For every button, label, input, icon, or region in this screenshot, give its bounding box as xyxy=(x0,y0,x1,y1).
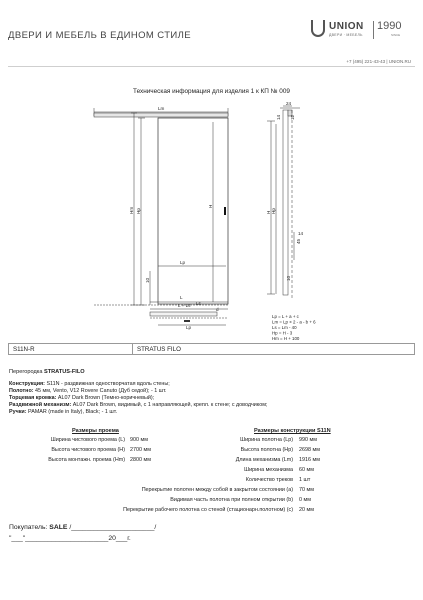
plan-handle-icon xyxy=(184,320,190,322)
label-hp: Hp xyxy=(136,208,141,214)
plan-view-panel xyxy=(150,312,217,316)
header-contacts: +7 (495) 221-43-43 | UNION.RU xyxy=(346,59,411,64)
side-panel xyxy=(283,110,288,295)
label-10-right: 10 xyxy=(286,275,291,281)
label-lp: Lp xyxy=(180,260,186,265)
label-lp-bottom: Lp xyxy=(186,325,192,330)
door-panel xyxy=(158,118,228,304)
header-divider xyxy=(8,66,415,67)
spec-panel: Полотно: 45 мм, Vento, V12 Rovere Canuto (Дуб седой); - 1 шт. xyxy=(9,388,167,394)
label-45: 45 xyxy=(296,238,301,244)
logo-since: SINCE xyxy=(391,33,401,37)
mechanism-rail xyxy=(94,113,228,117)
model-name: STRATUS FILO xyxy=(137,346,181,353)
subtitle-name: STRATUS-FILO xyxy=(43,369,85,375)
formula-2: Lm = Lp × 2 - a - b + 6 xyxy=(272,319,316,325)
formula-4: Hp = H - 3 xyxy=(272,330,293,336)
label-hm: Hm xyxy=(129,206,134,214)
logo-name: UNION xyxy=(329,21,364,32)
model-divider xyxy=(132,344,133,354)
spec-mechanism: Раздвижной механизм: AL07 Dark Brown, видимый, с 1 направляющей, крепл. к стене; с доводчиком; xyxy=(9,402,268,408)
label-top-24: 24 xyxy=(286,101,292,106)
logo-tagline: ДВЕРИ · МЕБЕЛЬ xyxy=(329,33,363,37)
date-line: "___"______________________20___г. xyxy=(9,535,131,542)
union-logo-icon xyxy=(311,20,325,37)
formula-5: Hm = H + 100 xyxy=(272,336,300,340)
tech-info-title: Техническая информация для изделия 1 к КП № 009 xyxy=(133,88,290,95)
spec-edge: Торцевая кромка: AL07 Dark Brown (Темно-коричневый); xyxy=(9,395,155,401)
label-14: 14 xyxy=(298,231,304,236)
technical-drawing xyxy=(0,95,423,340)
label-top-14: 14 xyxy=(276,114,281,120)
page-header-title: ДВЕРИ И МЕБЕЛЬ В ЕДИНОМ СТИЛЕ xyxy=(8,30,192,41)
buyer-line: Покупатель: SALE /______________________/ xyxy=(9,524,157,531)
formula-1: Lp = L + a + c xyxy=(272,314,299,319)
label-h: H xyxy=(208,204,213,208)
formula-block xyxy=(272,314,316,340)
label-ls: Ls xyxy=(196,301,201,306)
label-lm: Lm xyxy=(158,106,165,111)
logo-year: 1990 xyxy=(377,20,402,32)
label-hp-right: Hp xyxy=(271,208,276,214)
label-d: d xyxy=(216,307,219,312)
opening-heading: Размеры проема xyxy=(72,428,119,434)
construction-heading: Размеры конструкции S11N xyxy=(254,428,331,434)
model-box xyxy=(8,343,415,355)
label-l: L xyxy=(180,295,183,300)
formula-3: Ls = Lm - 40 xyxy=(272,325,297,330)
spec-handles: Ручки: PAMAR (made in Italy), Black; - 1 шт. xyxy=(9,409,118,415)
label-top-12: 12 xyxy=(290,114,295,120)
label-l-plus-ls: L + Ls xyxy=(178,303,191,308)
subtitle-prefix: Перегородка xyxy=(9,369,44,375)
model-code: S11N-R xyxy=(13,346,35,353)
label-10: 10 xyxy=(145,277,150,283)
union-logo xyxy=(311,20,411,42)
label-h-right: H xyxy=(266,210,271,214)
logo-divider xyxy=(373,21,374,39)
spec-construction: Конструкция: S11N - раздвижная одностворчатая вдоль стены; xyxy=(9,381,170,387)
door-handle-icon xyxy=(224,207,226,215)
product-subtitle xyxy=(9,369,85,375)
